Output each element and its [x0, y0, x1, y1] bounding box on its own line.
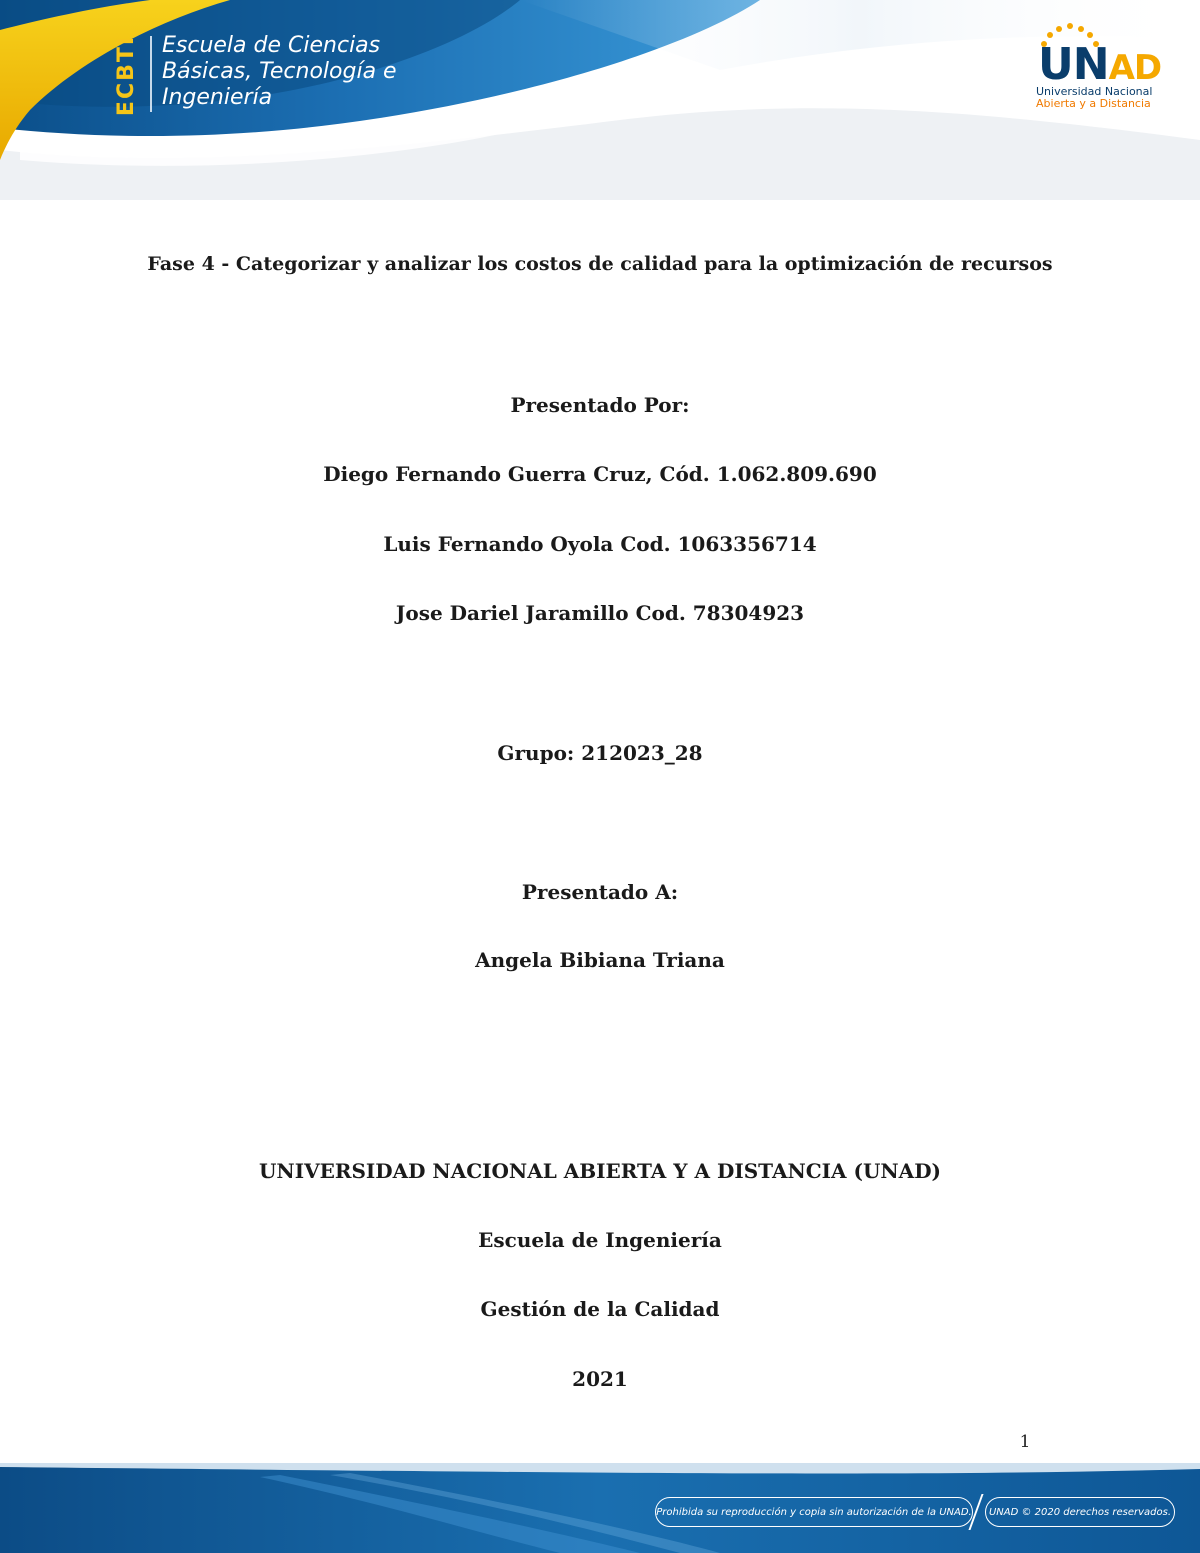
school-of-engineering: Escuela de Ingeniería [478, 1228, 722, 1252]
school-name [162, 33, 397, 111]
university-name: UNIVERSIDAD NACIONAL ABIERTA Y A DISTANCIA (UNAD) [258, 1159, 942, 1183]
unad-subtitle-line-1: Universidad Nacional [1036, 85, 1153, 98]
group-code: Grupo: 212023_28 [497, 741, 703, 765]
presented-to-label: Presentado A: [521, 880, 679, 904]
page-number: 1 [1019, 1432, 1031, 1452]
header-divider [150, 36, 152, 112]
unad-logo [1030, 20, 1160, 115]
school-name-line-1: Escuela de Ciencias [162, 33, 381, 58]
unad-subtitle-line-2: Abierta y a Distancia [1036, 97, 1151, 110]
ecbti-vertical-label: ECBTI [114, 34, 140, 116]
footer-copyright-notice: Prohibida su reproducción y copia sin autorización de la UNAD. [655, 1497, 973, 1527]
school-name-line-3: Ingeniería [162, 85, 273, 110]
author-3: Jose Dariel Jaramillo Cod. 78304923 [395, 601, 805, 625]
author-2: Luis Fernando Oyola Cod. 1063356714 [383, 532, 817, 556]
author-1: Diego Fernando Guerra Cruz, Cód. 1.062.809.690 [323, 462, 877, 486]
course-name: Gestión de la Calidad [480, 1297, 720, 1321]
unad-logo-mark: UNAD [1038, 39, 1162, 90]
document-title: Fase 4 - Categorizar y analizar los costos de calidad para la optimización de recursos [147, 253, 1053, 275]
presented-by-label: Presentado Por: [510, 393, 690, 417]
header-banner [0, 0, 1200, 200]
footer-rights-notice: UNAD © 2020 derechos reservados. [985, 1497, 1175, 1527]
school-name-line-2: Básicas, Tecnología e [162, 59, 397, 84]
unad-logo-subtitle [1036, 86, 1152, 110]
tutor-name: Angela Bibiana Triana [475, 948, 725, 972]
document-year: 2021 [572, 1367, 628, 1391]
